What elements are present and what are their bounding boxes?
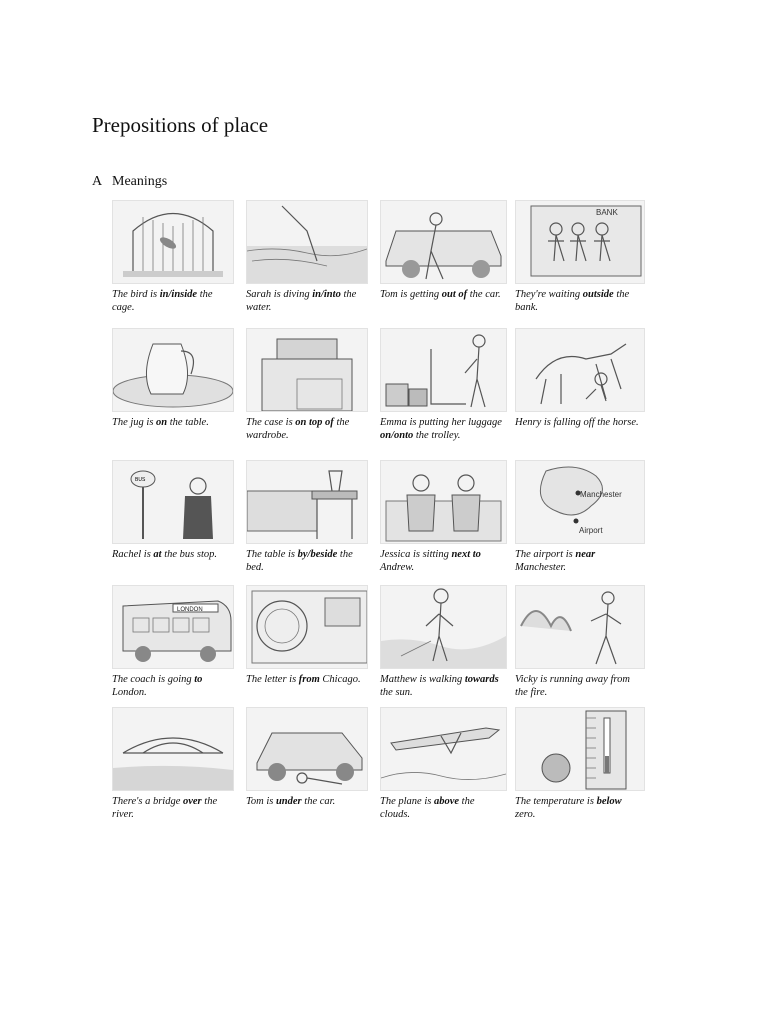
caption-text: Tom is [246,796,276,807]
example-caption [380,416,505,442]
caption-preposition: towards [464,674,499,685]
people-sitting-illustration [380,460,507,544]
caption-text: Rachel is [112,549,154,560]
example-caption [246,416,371,442]
caption-preposition: to [194,674,203,685]
caption-text: There's a bridge [112,796,183,807]
svg-text:Manchester: Manchester [580,490,622,499]
caption-text: The plane is [380,796,434,807]
example-caption [246,795,371,808]
caption-text: Tom is getting [380,289,442,300]
caption-text: the river. [112,796,218,820]
example-caption [380,288,505,301]
example-caption [112,288,237,314]
coach-london-illustration [112,585,234,669]
caption-text: the bed. [246,549,353,573]
caption-text: The letter is [246,674,299,685]
example-caption [380,548,505,574]
bird-in-cage-illustration [112,200,234,284]
caption-preposition: over [182,796,202,807]
caption-text: The airport is [515,549,576,560]
caption-text: London. [112,687,147,698]
caption-text: They're waiting [515,289,583,300]
example-caption [380,673,505,699]
caption-preposition: above [433,796,460,807]
svg-text:BANK: BANK [596,208,618,217]
svg-text:BUS: BUS [135,477,146,483]
caption-text: The table is [246,549,298,560]
page-title: Prepositions of place [92,113,269,137]
man-leaving-car-illustration [380,200,507,284]
caption-preposition: outside [582,289,614,300]
example-caption [246,673,371,686]
caption-text: Manchester. [515,562,567,573]
letter-stamp-illustration [246,585,368,669]
caption-text: the clouds. [380,796,475,820]
example-caption [112,416,237,429]
jug-on-table-illustration [112,328,234,412]
caption-text: the water. [246,289,357,313]
case-on-wardrobe-illustration [246,328,368,412]
example-caption [380,795,505,821]
caption-text: the table. [167,417,209,428]
caption-text: the bus stop. [161,549,217,560]
caption-text: the wardrobe. [246,417,350,441]
caption-text: the car. [301,796,336,807]
caption-text: The jug is [112,417,157,428]
man-under-car-illustration [246,707,368,791]
svg-text:Airport: Airport [579,526,603,535]
caption-text: zero. [515,809,536,820]
caption-text: Jessica is sitting [380,549,452,560]
caption-text: the trolley. [413,430,461,441]
caption-preposition: at [153,549,162,560]
caption-preposition: by/beside [297,549,338,560]
example-caption [112,795,237,821]
caption-text: The bird is [112,289,160,300]
caption-preposition: on [156,417,168,428]
running-from-fire-illustration [515,585,645,669]
caption-preposition: next to [451,549,481,560]
section-letter: A [92,174,103,189]
map-manchester-illustration [515,460,645,544]
man-walking-illustration [380,585,507,669]
caption-text: Sarah is diving [246,289,313,300]
caption-text: Vicky is running away from the fire. [515,674,630,698]
caption-text: The coach is going [112,674,195,685]
caption-preposition: on/onto [380,430,414,441]
example-caption [246,288,371,314]
svg-text:LONDON: LONDON [177,607,203,613]
caption-text: the sun. [380,687,413,698]
people-outside-bank-illustration [515,200,645,284]
caption-text: Chicago. [319,674,361,685]
caption-text: The temperature is [515,796,597,807]
bus-stop-illustration [112,460,234,544]
rider-falling-illustration [515,328,645,412]
example-caption [112,673,237,699]
example-caption [112,548,237,561]
example-caption [515,795,640,821]
caption-preposition: in/inside [159,289,198,300]
caption-preposition: out of [441,289,468,300]
example-caption [246,548,371,574]
diver-illustration [246,200,368,284]
plane-illustration [380,707,507,791]
caption-text: Matthew is walking [380,674,465,685]
caption-text: The case is [246,417,296,428]
caption-preposition: near [575,549,596,560]
caption-text: the car. [467,289,501,300]
example-caption [515,548,640,574]
luggage-trolley-illustration [380,328,507,412]
caption-preposition: in/into [312,289,341,300]
caption-preposition: from [298,674,320,685]
bedside-table-illustration [246,460,368,544]
caption-text: the cage. [112,289,213,313]
caption-text: Emma is putting her luggage [380,417,502,428]
caption-preposition: under [275,796,302,807]
caption-text: Henry is falling off the horse. [515,417,639,428]
caption-preposition: on top of [295,417,334,428]
caption-text: Andrew. [380,562,415,573]
example-caption [515,288,640,314]
caption-preposition: below [596,796,622,807]
bridge-river-illustration [112,707,234,791]
thermometer-illustration [515,707,645,791]
example-caption [515,673,640,699]
section-title: Meanings [112,174,168,189]
caption-text: the bank. [515,289,630,313]
example-caption [515,416,640,429]
